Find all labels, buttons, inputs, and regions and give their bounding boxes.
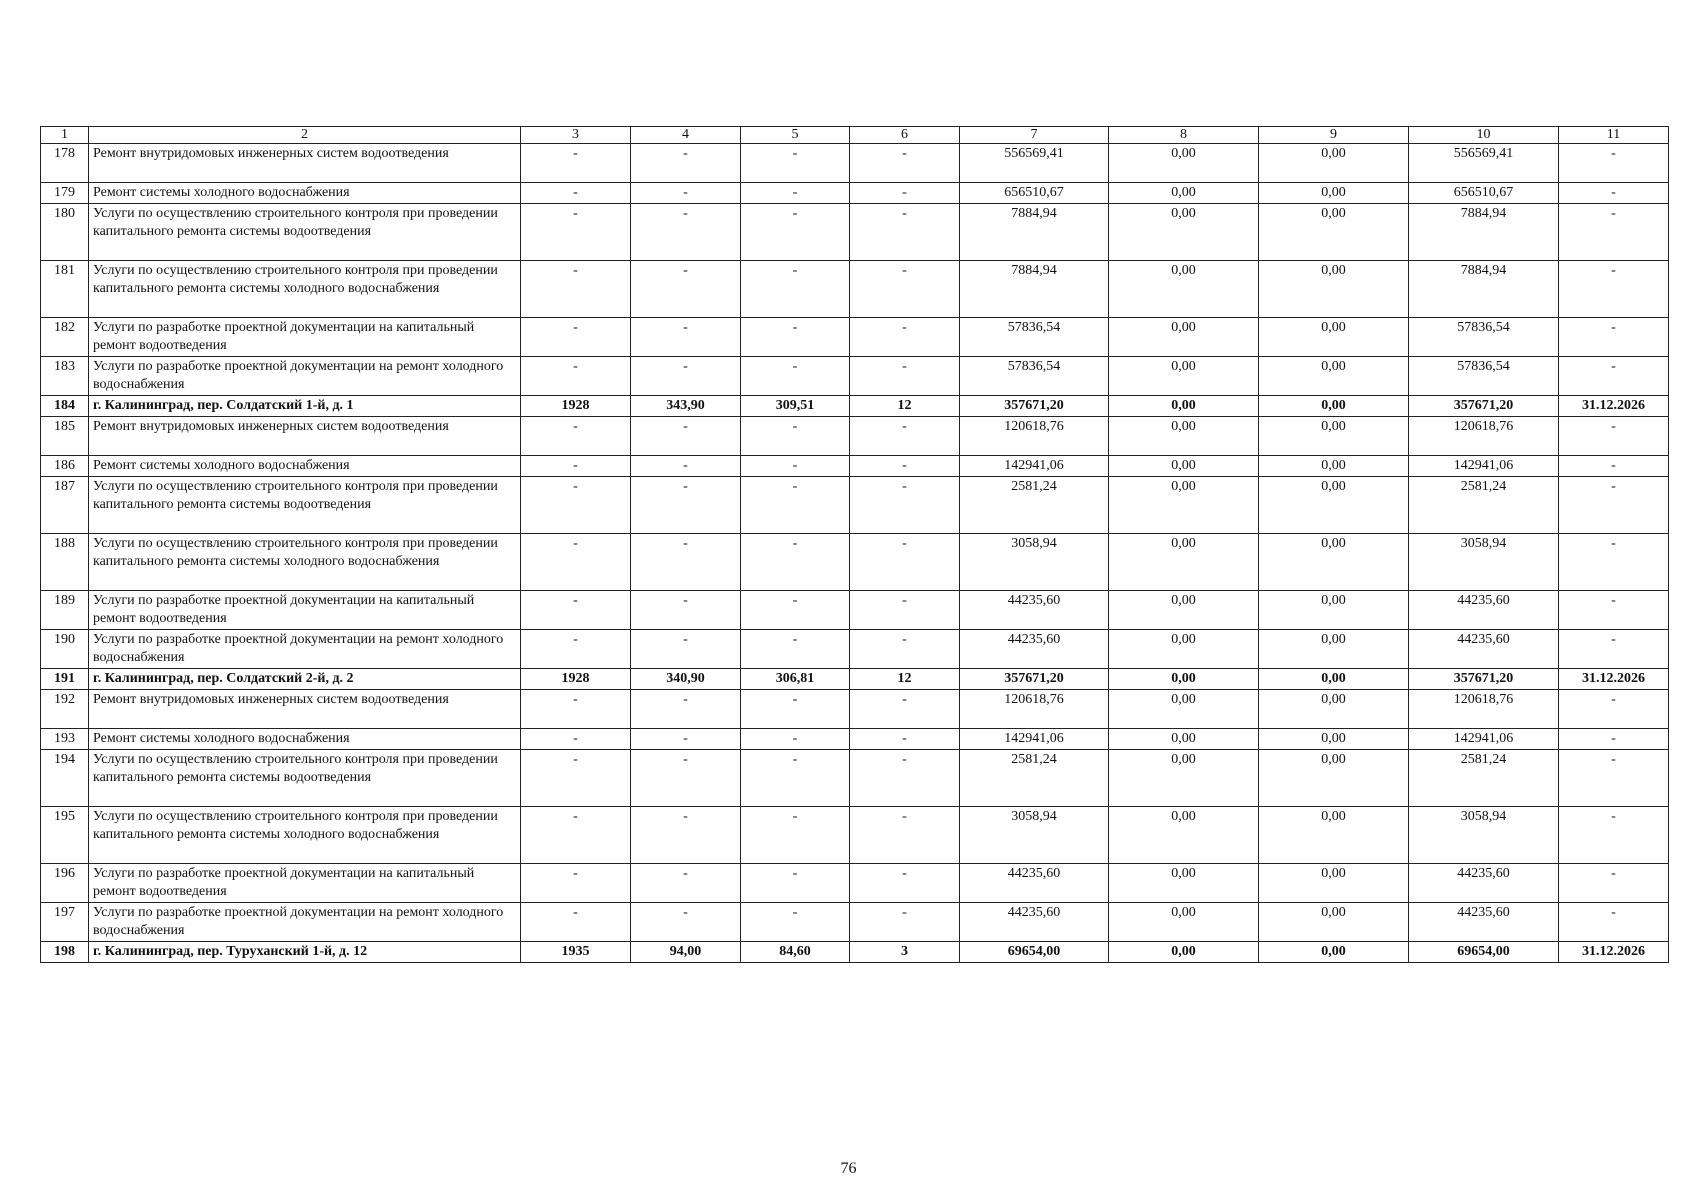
build-year-cell: - bbox=[521, 204, 631, 261]
total-area-cell: - bbox=[631, 534, 741, 591]
work-name-cell: Услуги по разработке проектной документации на капитальный ремонт водоотведения bbox=[89, 591, 521, 630]
other-cost-cell: 0,00 bbox=[1259, 318, 1409, 357]
row-number-cell: 192 bbox=[41, 690, 89, 729]
fund-cost-cell: 0,00 bbox=[1109, 534, 1259, 591]
build-year-cell: - bbox=[521, 864, 631, 903]
living-area-cell: - bbox=[741, 630, 850, 669]
other-cost-cell: 0,00 bbox=[1259, 261, 1409, 318]
residents-count-cell: - bbox=[850, 357, 960, 396]
total-area-cell: - bbox=[631, 630, 741, 669]
column-number-cell: 1 bbox=[41, 127, 89, 144]
owner-cost-cell: 142941,06 bbox=[1409, 729, 1559, 750]
residents-count-cell: - bbox=[850, 261, 960, 318]
row-number-cell: 186 bbox=[41, 456, 89, 477]
build-year-cell: - bbox=[521, 690, 631, 729]
living-area-cell: - bbox=[741, 477, 850, 534]
total-area-cell: - bbox=[631, 144, 741, 183]
fund-cost-cell: 0,00 bbox=[1109, 591, 1259, 630]
residents-count-cell: - bbox=[850, 591, 960, 630]
work-row bbox=[41, 750, 1669, 807]
deadline-cell: - bbox=[1559, 261, 1669, 318]
work-row bbox=[41, 261, 1669, 318]
deadline-cell: - bbox=[1559, 750, 1669, 807]
work-row bbox=[41, 357, 1669, 396]
total-cost-cell: 69654,00 bbox=[960, 942, 1109, 963]
address-row bbox=[41, 669, 1669, 690]
column-number-cell: 4 bbox=[631, 127, 741, 144]
total-cost-cell: 44235,60 bbox=[960, 864, 1109, 903]
page-number: 76 bbox=[840, 1160, 857, 1177]
deadline-cell: 31.12.2026 bbox=[1559, 669, 1669, 690]
fund-cost-cell: 0,00 bbox=[1109, 669, 1259, 690]
total-cost-cell: 57836,54 bbox=[960, 357, 1109, 396]
column-number-cell: 5 bbox=[741, 127, 850, 144]
fund-cost-cell: 0,00 bbox=[1109, 690, 1259, 729]
work-name-cell: Ремонт внутридомовых инженерных систем водоотведения bbox=[89, 690, 521, 729]
living-area-cell: - bbox=[741, 750, 850, 807]
deadline-cell: 31.12.2026 bbox=[1559, 942, 1669, 963]
total-cost-cell: 2581,24 bbox=[960, 750, 1109, 807]
total-cost-cell: 656510,67 bbox=[960, 183, 1109, 204]
living-area-cell: - bbox=[741, 903, 850, 942]
work-row bbox=[41, 630, 1669, 669]
deadline-cell: - bbox=[1559, 477, 1669, 534]
build-year-cell: 1928 bbox=[521, 669, 631, 690]
residents-count-cell: - bbox=[850, 864, 960, 903]
living-area-cell: - bbox=[741, 204, 850, 261]
residents-count-cell: - bbox=[850, 456, 960, 477]
fund-cost-cell: 0,00 bbox=[1109, 183, 1259, 204]
row-number-cell: 183 bbox=[41, 357, 89, 396]
owner-cost-cell: 3058,94 bbox=[1409, 534, 1559, 591]
other-cost-cell: 0,00 bbox=[1259, 396, 1409, 417]
total-cost-cell: 3058,94 bbox=[960, 807, 1109, 864]
row-number-cell: 193 bbox=[41, 729, 89, 750]
living-area-cell: - bbox=[741, 729, 850, 750]
owner-cost-cell: 44235,60 bbox=[1409, 630, 1559, 669]
work-row bbox=[41, 903, 1669, 942]
fund-cost-cell: 0,00 bbox=[1109, 729, 1259, 750]
work-name-cell: г. Калининград, пер. Туруханский 1-й, д. 12 bbox=[89, 942, 521, 963]
residents-count-cell: - bbox=[850, 318, 960, 357]
fund-cost-cell: 0,00 bbox=[1109, 630, 1259, 669]
deadline-cell: - bbox=[1559, 204, 1669, 261]
row-number-cell: 181 bbox=[41, 261, 89, 318]
column-number-cell: 9 bbox=[1259, 127, 1409, 144]
total-cost-cell: 44235,60 bbox=[960, 591, 1109, 630]
deadline-cell: - bbox=[1559, 591, 1669, 630]
total-area-cell: - bbox=[631, 591, 741, 630]
owner-cost-cell: 656510,67 bbox=[1409, 183, 1559, 204]
total-cost-cell: 44235,60 bbox=[960, 630, 1109, 669]
work-name-cell: г. Калининград, пер. Солдатский 2-й, д. 2 bbox=[89, 669, 521, 690]
other-cost-cell: 0,00 bbox=[1259, 183, 1409, 204]
total-cost-cell: 3058,94 bbox=[960, 534, 1109, 591]
living-area-cell: - bbox=[741, 690, 850, 729]
row-number-cell: 190 bbox=[41, 630, 89, 669]
work-name-cell: Ремонт системы холодного водоснабжения bbox=[89, 729, 521, 750]
work-row bbox=[41, 417, 1669, 456]
total-area-cell: - bbox=[631, 903, 741, 942]
work-name-cell: Услуги по осуществлению строительного контроля при проведении капитального ремонта системы водоотведения bbox=[89, 750, 521, 807]
build-year-cell: - bbox=[521, 591, 631, 630]
build-year-cell: - bbox=[521, 750, 631, 807]
work-row bbox=[41, 318, 1669, 357]
total-area-cell: - bbox=[631, 864, 741, 903]
residents-count-cell: - bbox=[850, 144, 960, 183]
living-area-cell: 309,51 bbox=[741, 396, 850, 417]
other-cost-cell: 0,00 bbox=[1259, 204, 1409, 261]
row-number-cell: 179 bbox=[41, 183, 89, 204]
other-cost-cell: 0,00 bbox=[1259, 144, 1409, 183]
residents-count-cell: - bbox=[850, 477, 960, 534]
total-cost-cell: 556569,41 bbox=[960, 144, 1109, 183]
row-number-cell: 198 bbox=[41, 942, 89, 963]
table-body bbox=[41, 127, 1669, 963]
residents-count-cell: 12 bbox=[850, 669, 960, 690]
owner-cost-cell: 2581,24 bbox=[1409, 750, 1559, 807]
owner-cost-cell: 57836,54 bbox=[1409, 357, 1559, 396]
residents-count-cell: - bbox=[850, 417, 960, 456]
work-name-cell: Услуги по осуществлению строительного контроля при проведении капитального ремонта системы холодного водоснабжения bbox=[89, 261, 521, 318]
total-area-cell: - bbox=[631, 261, 741, 318]
work-row bbox=[41, 591, 1669, 630]
fund-cost-cell: 0,00 bbox=[1109, 477, 1259, 534]
work-name-cell: Услуги по осуществлению строительного контроля при проведении капитального ремонта системы холодного водоснабжения bbox=[89, 807, 521, 864]
row-number-cell: 182 bbox=[41, 318, 89, 357]
row-number-cell: 191 bbox=[41, 669, 89, 690]
total-area-cell: - bbox=[631, 204, 741, 261]
total-cost-cell: 44235,60 bbox=[960, 903, 1109, 942]
fund-cost-cell: 0,00 bbox=[1109, 261, 1259, 318]
residents-count-cell: 3 bbox=[850, 942, 960, 963]
total-area-cell: - bbox=[631, 417, 741, 456]
fund-cost-cell: 0,00 bbox=[1109, 318, 1259, 357]
build-year-cell: 1928 bbox=[521, 396, 631, 417]
other-cost-cell: 0,00 bbox=[1259, 417, 1409, 456]
residents-count-cell: - bbox=[850, 729, 960, 750]
total-area-cell: 340,90 bbox=[631, 669, 741, 690]
deadline-cell: - bbox=[1559, 807, 1669, 864]
build-year-cell: - bbox=[521, 456, 631, 477]
work-name-cell: Услуги по разработке проектной документации на ремонт холодного водоснабжения bbox=[89, 903, 521, 942]
living-area-cell: - bbox=[741, 318, 850, 357]
work-row bbox=[41, 477, 1669, 534]
residents-count-cell: - bbox=[850, 630, 960, 669]
build-year-cell: - bbox=[521, 807, 631, 864]
living-area-cell: - bbox=[741, 864, 850, 903]
work-row bbox=[41, 144, 1669, 183]
fund-cost-cell: 0,00 bbox=[1109, 864, 1259, 903]
work-name-cell: Ремонт внутридомовых инженерных систем водоотведения bbox=[89, 417, 521, 456]
work-name-cell: Услуги по разработке проектной документации на капитальный ремонт водоотведения bbox=[89, 864, 521, 903]
total-area-cell: 94,00 bbox=[631, 942, 741, 963]
other-cost-cell: 0,00 bbox=[1259, 729, 1409, 750]
living-area-cell: - bbox=[741, 807, 850, 864]
deadline-cell: - bbox=[1559, 417, 1669, 456]
living-area-cell: - bbox=[741, 144, 850, 183]
other-cost-cell: 0,00 bbox=[1259, 357, 1409, 396]
total-area-cell: - bbox=[631, 456, 741, 477]
fund-cost-cell: 0,00 bbox=[1109, 807, 1259, 864]
work-name-cell: Услуги по осуществлению строительного контроля при проведении капитального ремонта системы водоотведения bbox=[89, 477, 521, 534]
total-cost-cell: 120618,76 bbox=[960, 690, 1109, 729]
deadline-cell: - bbox=[1559, 534, 1669, 591]
owner-cost-cell: 357671,20 bbox=[1409, 396, 1559, 417]
owner-cost-cell: 357671,20 bbox=[1409, 669, 1559, 690]
total-area-cell: - bbox=[631, 183, 741, 204]
total-cost-cell: 120618,76 bbox=[960, 417, 1109, 456]
residents-count-cell: - bbox=[850, 750, 960, 807]
deadline-cell: - bbox=[1559, 144, 1669, 183]
build-year-cell: - bbox=[521, 534, 631, 591]
total-area-cell: - bbox=[631, 357, 741, 396]
register-sheet bbox=[40, 126, 1668, 963]
column-number-cell: 11 bbox=[1559, 127, 1669, 144]
deadline-cell: - bbox=[1559, 630, 1669, 669]
living-area-cell: - bbox=[741, 183, 850, 204]
owner-cost-cell: 44235,60 bbox=[1409, 864, 1559, 903]
living-area-cell: 306,81 bbox=[741, 669, 850, 690]
living-area-cell: - bbox=[741, 357, 850, 396]
total-cost-cell: 2581,24 bbox=[960, 477, 1109, 534]
total-area-cell: - bbox=[631, 318, 741, 357]
total-cost-cell: 357671,20 bbox=[960, 669, 1109, 690]
work-row bbox=[41, 690, 1669, 729]
deadline-cell: - bbox=[1559, 318, 1669, 357]
residents-count-cell: - bbox=[850, 183, 960, 204]
fund-cost-cell: 0,00 bbox=[1109, 903, 1259, 942]
build-year-cell: 1935 bbox=[521, 942, 631, 963]
total-area-cell: - bbox=[631, 729, 741, 750]
row-number-cell: 188 bbox=[41, 534, 89, 591]
row-number-cell: 185 bbox=[41, 417, 89, 456]
other-cost-cell: 0,00 bbox=[1259, 807, 1409, 864]
residents-count-cell: - bbox=[850, 204, 960, 261]
total-area-cell: 343,90 bbox=[631, 396, 741, 417]
living-area-cell: - bbox=[741, 456, 850, 477]
other-cost-cell: 0,00 bbox=[1259, 750, 1409, 807]
living-area-cell: 84,60 bbox=[741, 942, 850, 963]
owner-cost-cell: 44235,60 bbox=[1409, 591, 1559, 630]
total-area-cell: - bbox=[631, 690, 741, 729]
deadline-cell: - bbox=[1559, 729, 1669, 750]
residents-count-cell: - bbox=[850, 690, 960, 729]
fund-cost-cell: 0,00 bbox=[1109, 357, 1259, 396]
deadline-cell: - bbox=[1559, 864, 1669, 903]
fund-cost-cell: 0,00 bbox=[1109, 417, 1259, 456]
residents-count-cell: 12 bbox=[850, 396, 960, 417]
total-area-cell: - bbox=[631, 807, 741, 864]
work-row bbox=[41, 456, 1669, 477]
build-year-cell: - bbox=[521, 183, 631, 204]
work-row bbox=[41, 864, 1669, 903]
row-number-cell: 178 bbox=[41, 144, 89, 183]
fund-cost-cell: 0,00 bbox=[1109, 750, 1259, 807]
total-cost-cell: 57836,54 bbox=[960, 318, 1109, 357]
row-number-cell: 194 bbox=[41, 750, 89, 807]
build-year-cell: - bbox=[521, 477, 631, 534]
column-number-cell: 3 bbox=[521, 127, 631, 144]
other-cost-cell: 0,00 bbox=[1259, 669, 1409, 690]
deadline-cell: - bbox=[1559, 357, 1669, 396]
residents-count-cell: - bbox=[850, 534, 960, 591]
work-name-cell: Услуги по осуществлению строительного контроля при проведении капитального ремонта системы холодного водоснабжения bbox=[89, 534, 521, 591]
row-number-cell: 197 bbox=[41, 903, 89, 942]
other-cost-cell: 0,00 bbox=[1259, 903, 1409, 942]
total-cost-cell: 7884,94 bbox=[960, 204, 1109, 261]
living-area-cell: - bbox=[741, 591, 850, 630]
owner-cost-cell: 69654,00 bbox=[1409, 942, 1559, 963]
deadline-cell: - bbox=[1559, 183, 1669, 204]
work-name-cell: Услуги по разработке проектной документации на капитальный ремонт водоотведения bbox=[89, 318, 521, 357]
total-cost-cell: 142941,06 bbox=[960, 729, 1109, 750]
owner-cost-cell: 44235,60 bbox=[1409, 903, 1559, 942]
other-cost-cell: 0,00 bbox=[1259, 864, 1409, 903]
fund-cost-cell: 0,00 bbox=[1109, 144, 1259, 183]
row-number-cell: 184 bbox=[41, 396, 89, 417]
build-year-cell: - bbox=[521, 261, 631, 318]
build-year-cell: - bbox=[521, 729, 631, 750]
build-year-cell: - bbox=[521, 318, 631, 357]
work-row bbox=[41, 729, 1669, 750]
owner-cost-cell: 2581,24 bbox=[1409, 477, 1559, 534]
repair-register-table bbox=[40, 126, 1669, 963]
other-cost-cell: 0,00 bbox=[1259, 690, 1409, 729]
row-number-cell: 195 bbox=[41, 807, 89, 864]
deadline-cell: - bbox=[1559, 903, 1669, 942]
work-name-cell: Ремонт системы холодного водоснабжения bbox=[89, 456, 521, 477]
living-area-cell: - bbox=[741, 261, 850, 318]
build-year-cell: - bbox=[521, 630, 631, 669]
deadline-cell: 31.12.2026 bbox=[1559, 396, 1669, 417]
build-year-cell: - bbox=[521, 903, 631, 942]
other-cost-cell: 0,00 bbox=[1259, 591, 1409, 630]
work-row bbox=[41, 807, 1669, 864]
residents-count-cell: - bbox=[850, 903, 960, 942]
work-name-cell: Услуги по разработке проектной документации на ремонт холодного водоснабжения bbox=[89, 357, 521, 396]
row-number-cell: 180 bbox=[41, 204, 89, 261]
other-cost-cell: 0,00 bbox=[1259, 477, 1409, 534]
owner-cost-cell: 120618,76 bbox=[1409, 417, 1559, 456]
living-area-cell: - bbox=[741, 534, 850, 591]
work-name-cell: Услуги по разработке проектной документации на ремонт холодного водоснабжения bbox=[89, 630, 521, 669]
owner-cost-cell: 7884,94 bbox=[1409, 204, 1559, 261]
column-number-cell: 6 bbox=[850, 127, 960, 144]
work-row bbox=[41, 183, 1669, 204]
fund-cost-cell: 0,00 bbox=[1109, 204, 1259, 261]
other-cost-cell: 0,00 bbox=[1259, 534, 1409, 591]
fund-cost-cell: 0,00 bbox=[1109, 456, 1259, 477]
owner-cost-cell: 556569,41 bbox=[1409, 144, 1559, 183]
row-number-cell: 196 bbox=[41, 864, 89, 903]
row-number-cell: 189 bbox=[41, 591, 89, 630]
owner-cost-cell: 3058,94 bbox=[1409, 807, 1559, 864]
owner-cost-cell: 7884,94 bbox=[1409, 261, 1559, 318]
column-number-cell: 8 bbox=[1109, 127, 1259, 144]
column-number-cell: 2 bbox=[89, 127, 521, 144]
column-number-header-row bbox=[41, 127, 1669, 144]
total-area-cell: - bbox=[631, 477, 741, 534]
deadline-cell: - bbox=[1559, 690, 1669, 729]
residents-count-cell: - bbox=[850, 807, 960, 864]
build-year-cell: - bbox=[521, 357, 631, 396]
column-number-cell: 7 bbox=[960, 127, 1109, 144]
other-cost-cell: 0,00 bbox=[1259, 942, 1409, 963]
row-number-cell: 187 bbox=[41, 477, 89, 534]
address-row bbox=[41, 942, 1669, 963]
work-name-cell: Ремонт системы холодного водоснабжения bbox=[89, 183, 521, 204]
total-area-cell: - bbox=[631, 750, 741, 807]
address-row bbox=[41, 396, 1669, 417]
deadline-cell: - bbox=[1559, 456, 1669, 477]
living-area-cell: - bbox=[741, 417, 850, 456]
fund-cost-cell: 0,00 bbox=[1109, 942, 1259, 963]
column-number-cell: 10 bbox=[1409, 127, 1559, 144]
build-year-cell: - bbox=[521, 417, 631, 456]
owner-cost-cell: 120618,76 bbox=[1409, 690, 1559, 729]
work-name-cell: Услуги по осуществлению строительного контроля при проведении капитального ремонта системы водоотведения bbox=[89, 204, 521, 261]
build-year-cell: - bbox=[521, 144, 631, 183]
owner-cost-cell: 142941,06 bbox=[1409, 456, 1559, 477]
work-name-cell: Ремонт внутридомовых инженерных систем водоотведения bbox=[89, 144, 521, 183]
fund-cost-cell: 0,00 bbox=[1109, 396, 1259, 417]
total-cost-cell: 7884,94 bbox=[960, 261, 1109, 318]
other-cost-cell: 0,00 bbox=[1259, 456, 1409, 477]
work-row bbox=[41, 204, 1669, 261]
total-cost-cell: 357671,20 bbox=[960, 396, 1109, 417]
work-name-cell: г. Калининград, пер. Солдатский 1-й, д. 1 bbox=[89, 396, 521, 417]
owner-cost-cell: 57836,54 bbox=[1409, 318, 1559, 357]
other-cost-cell: 0,00 bbox=[1259, 630, 1409, 669]
work-row bbox=[41, 534, 1669, 591]
total-cost-cell: 142941,06 bbox=[960, 456, 1109, 477]
